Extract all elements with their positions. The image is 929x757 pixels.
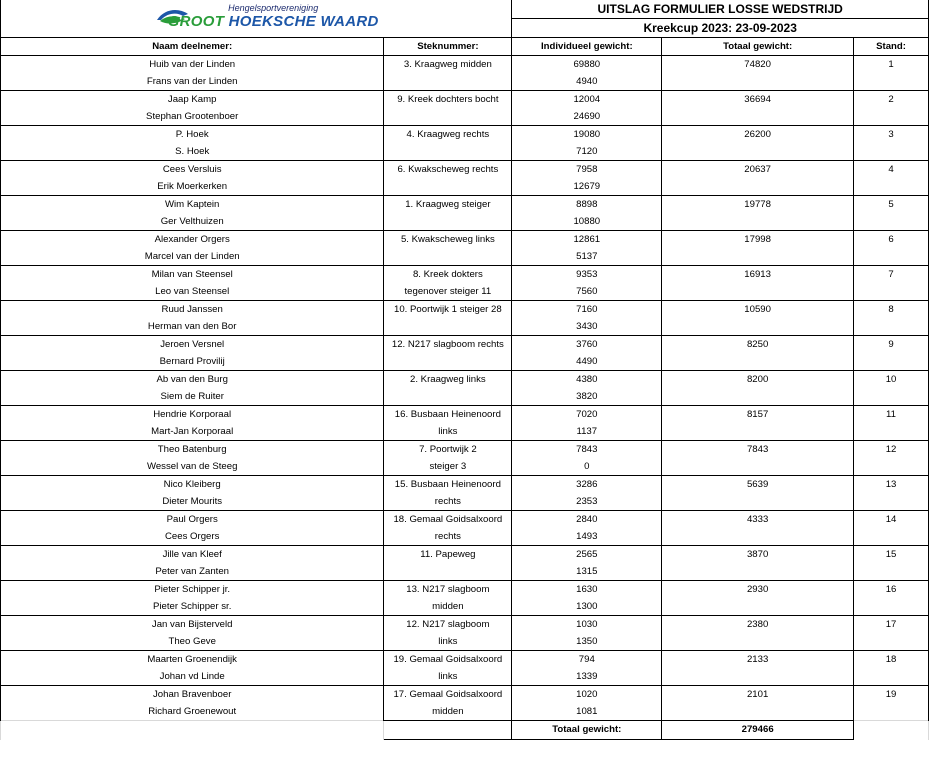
ranking	[854, 248, 929, 266]
ranking: 16	[854, 581, 929, 599]
individual-weight: 1081	[512, 703, 662, 721]
individual-weight: 12679	[512, 178, 662, 196]
ranking: 7	[854, 266, 929, 284]
individual-weight: 1339	[512, 668, 662, 686]
ranking: 17	[854, 616, 929, 634]
footer-empty-stek-cell	[384, 721, 512, 740]
table-row	[1, 73, 929, 91]
table-row	[1, 511, 929, 529]
total-weight	[662, 143, 854, 161]
stek-number: 7. Poortwijk 2	[384, 441, 512, 459]
participant-name: Huib van der Linden	[1, 56, 384, 74]
stek-number: 4. Kraagweg rechts	[384, 126, 512, 144]
table-row	[1, 196, 929, 214]
club-logo	[1, 0, 512, 38]
total-weight: 2133	[662, 651, 854, 669]
total-weight: 5639	[662, 476, 854, 494]
participant-name: Milan van Steensel	[1, 266, 384, 284]
individual-weight: 1030	[512, 616, 662, 634]
total-weight	[662, 458, 854, 476]
individual-weight: 794	[512, 651, 662, 669]
participant-name: Jille van Kleef	[1, 546, 384, 564]
stek-number	[384, 318, 512, 336]
ranking	[854, 668, 929, 686]
table-row	[1, 546, 929, 564]
total-weight	[662, 248, 854, 266]
stek-number: rechts	[384, 528, 512, 546]
ranking	[854, 108, 929, 126]
total-weight	[662, 318, 854, 336]
total-weight: 74820	[662, 56, 854, 74]
individual-weight: 3760	[512, 336, 662, 354]
participant-name: Ger Velthuizen	[1, 213, 384, 231]
stek-number	[384, 178, 512, 196]
ranking: 5	[854, 196, 929, 214]
participant-name: Ab van den Burg	[1, 371, 384, 389]
total-weight: 7843	[662, 441, 854, 459]
participant-name: Siem de Ruiter	[1, 388, 384, 406]
ranking	[854, 563, 929, 581]
ranking: 11	[854, 406, 929, 424]
participant-name: Ruud Janssen	[1, 301, 384, 319]
stek-number: links	[384, 668, 512, 686]
total-weight: 26200	[662, 126, 854, 144]
participant-name: Leo van Steensel	[1, 283, 384, 301]
column-header-individual: Individueel gewicht:	[512, 38, 662, 56]
participant-name: Paul Orgers	[1, 511, 384, 529]
column-header-total: Totaal gewicht:	[662, 38, 854, 56]
ranking: 4	[854, 161, 929, 179]
total-weight: 20637	[662, 161, 854, 179]
participant-name: Alexander Orgers	[1, 231, 384, 249]
stek-number: 13. N217 slagboom	[384, 581, 512, 599]
stek-number: 12. N217 slagboom rechts	[384, 336, 512, 354]
total-weight	[662, 108, 854, 126]
individual-weight: 10880	[512, 213, 662, 231]
table-row	[1, 231, 929, 249]
stek-number	[384, 248, 512, 266]
stek-number	[384, 108, 512, 126]
stek-number: 1. Kraagweg steiger	[384, 196, 512, 214]
total-weight-label: Totaal gewicht:	[512, 721, 662, 740]
total-weight	[662, 388, 854, 406]
total-weight	[662, 598, 854, 616]
total-weight	[662, 283, 854, 301]
logo-subtitle: Hengelsportvereniging	[228, 3, 319, 13]
ranking: 13	[854, 476, 929, 494]
stek-number: midden	[384, 703, 512, 721]
participant-name: Johan vd Linde	[1, 668, 384, 686]
table-row	[1, 388, 929, 406]
individual-weight: 12004	[512, 91, 662, 109]
ranking	[854, 703, 929, 721]
participant-name: Johan Bravenboer	[1, 686, 384, 704]
page-subtitle: Kreekcup 2023: 23-09-2023	[512, 19, 929, 38]
table-row	[1, 616, 929, 634]
total-weight: 2101	[662, 686, 854, 704]
total-weight: 8250	[662, 336, 854, 354]
total-weight	[662, 493, 854, 511]
participant-name: Jeroen Versnel	[1, 336, 384, 354]
total-weight: 2380	[662, 616, 854, 634]
table-row	[1, 108, 929, 126]
logo-name-part2: HOEKSCHE WAARD	[228, 13, 379, 30]
table-row	[1, 406, 929, 424]
table-row	[1, 91, 929, 109]
total-weight: 2930	[662, 581, 854, 599]
individual-weight: 8898	[512, 196, 662, 214]
total-weight: 10590	[662, 301, 854, 319]
stek-number: 9. Kreek dochters bocht	[384, 91, 512, 109]
table-row	[1, 266, 929, 284]
participant-name: Wim Kaptein	[1, 196, 384, 214]
stek-number: 15. Busbaan Heinenoord	[384, 476, 512, 494]
total-weight	[662, 703, 854, 721]
participant-name: Theo Geve	[1, 633, 384, 651]
participant-name: Stephan Grootenboer	[1, 108, 384, 126]
total-weight-value: 279466	[662, 721, 854, 740]
table-row	[1, 126, 929, 144]
participant-name: Jaap Kamp	[1, 91, 384, 109]
individual-weight: 2565	[512, 546, 662, 564]
stek-number: 6. Kwakscheweg rechts	[384, 161, 512, 179]
table-row	[1, 581, 929, 599]
table-row	[1, 56, 929, 74]
total-weight: 36694	[662, 91, 854, 109]
stek-number	[384, 73, 512, 91]
individual-weight: 1350	[512, 633, 662, 651]
ranking	[854, 458, 929, 476]
individual-weight: 7958	[512, 161, 662, 179]
individual-weight: 7120	[512, 143, 662, 161]
ranking: 6	[854, 231, 929, 249]
total-weight	[662, 563, 854, 581]
table-row	[1, 476, 929, 494]
ranking: 14	[854, 511, 929, 529]
individual-weight: 12861	[512, 231, 662, 249]
table-row	[1, 336, 929, 354]
stek-number: rechts	[384, 493, 512, 511]
total-weight	[662, 668, 854, 686]
logo-name	[1, 14, 511, 29]
participant-name: Peter van Zanten	[1, 563, 384, 581]
ranking	[854, 633, 929, 651]
table-row	[1, 248, 929, 266]
individual-weight: 69880	[512, 56, 662, 74]
individual-weight: 3430	[512, 318, 662, 336]
total-weight	[662, 528, 854, 546]
participant-name: Pieter Schipper jr.	[1, 581, 384, 599]
table-row	[1, 423, 929, 441]
total-weight	[662, 178, 854, 196]
column-header-name: Naam deelnemer:	[1, 38, 384, 56]
individual-weight: 1020	[512, 686, 662, 704]
total-weight	[662, 353, 854, 371]
table-row	[1, 318, 929, 336]
table-row	[1, 528, 929, 546]
stek-number	[384, 353, 512, 371]
stek-number: links	[384, 423, 512, 441]
total-weight: 8200	[662, 371, 854, 389]
ranking	[854, 528, 929, 546]
individual-weight: 19080	[512, 126, 662, 144]
individual-weight: 1315	[512, 563, 662, 581]
column-header-stek: Steknummer:	[384, 38, 512, 56]
ranking	[854, 388, 929, 406]
ranking: 3	[854, 126, 929, 144]
ranking	[854, 493, 929, 511]
table-row	[1, 178, 929, 196]
stek-number: 5. Kwakscheweg links	[384, 231, 512, 249]
total-weight: 8157	[662, 406, 854, 424]
participant-name: Pieter Schipper sr.	[1, 598, 384, 616]
table-row	[1, 441, 929, 459]
footer-empty-rank-cell	[854, 721, 929, 740]
individual-weight: 3286	[512, 476, 662, 494]
stek-number: 10. Poortwijk 1 steiger 28	[384, 301, 512, 319]
table-row	[1, 703, 929, 721]
ranking	[854, 353, 929, 371]
stek-number: midden	[384, 598, 512, 616]
stek-number: 16. Busbaan Heinenoord	[384, 406, 512, 424]
total-weight: 16913	[662, 266, 854, 284]
individual-weight: 1137	[512, 423, 662, 441]
column-header-rank: Stand:	[854, 38, 929, 56]
ranking: 8	[854, 301, 929, 319]
individual-weight: 4490	[512, 353, 662, 371]
ranking: 18	[854, 651, 929, 669]
table-row	[1, 493, 929, 511]
individual-weight: 7843	[512, 441, 662, 459]
individual-weight: 24690	[512, 108, 662, 126]
participant-name: Bernard Provilij	[1, 353, 384, 371]
individual-weight: 7020	[512, 406, 662, 424]
total-weight	[662, 423, 854, 441]
individual-weight: 2353	[512, 493, 662, 511]
stek-number: 19. Gemaal Goidsalxoord	[384, 651, 512, 669]
table-row	[1, 633, 929, 651]
ranking	[854, 213, 929, 231]
individual-weight: 1493	[512, 528, 662, 546]
individual-weight: 5137	[512, 248, 662, 266]
individual-weight: 0	[512, 458, 662, 476]
footer-empty-cell	[1, 721, 384, 740]
participant-name: Hendrie Korporaal	[1, 406, 384, 424]
table-row	[1, 301, 929, 319]
stek-number: steiger 3	[384, 458, 512, 476]
total-weight: 17998	[662, 231, 854, 249]
ranking: 12	[854, 441, 929, 459]
individual-weight: 9353	[512, 266, 662, 284]
individual-weight: 7560	[512, 283, 662, 301]
participant-name: Jan van Bijsterveld	[1, 616, 384, 634]
page-title: UITSLAG FORMULIER LOSSE WEDSTRIJD	[512, 0, 929, 19]
participant-name: Theo Batenburg	[1, 441, 384, 459]
table-row	[1, 143, 929, 161]
individual-weight: 1300	[512, 598, 662, 616]
participant-name: Cees Versluis	[1, 161, 384, 179]
ranking: 1	[854, 56, 929, 74]
stek-number: 11. Papeweg	[384, 546, 512, 564]
participant-name: Cees Orgers	[1, 528, 384, 546]
table-row	[1, 353, 929, 371]
ranking: 10	[854, 371, 929, 389]
participant-name: P. Hoek	[1, 126, 384, 144]
table-row	[1, 686, 929, 704]
participant-name: Mart-Jan Korporaal	[1, 423, 384, 441]
individual-weight: 1630	[512, 581, 662, 599]
total-weight: 4333	[662, 511, 854, 529]
participant-name: Erik Moerkerken	[1, 178, 384, 196]
stek-number: 12. N217 slagboom	[384, 616, 512, 634]
table-row	[1, 563, 929, 581]
stek-number: 18. Gemaal Goidsalxoord	[384, 511, 512, 529]
table-row	[1, 283, 929, 301]
stek-number: links	[384, 633, 512, 651]
stek-number	[384, 563, 512, 581]
ranking	[854, 318, 929, 336]
participant-name: Nico Kleiberg	[1, 476, 384, 494]
ranking: 9	[854, 336, 929, 354]
total-weight	[662, 633, 854, 651]
logo-name-part1: GROOT	[167, 13, 225, 30]
stek-number: 17. Gemaal Goidsalxoord	[384, 686, 512, 704]
participant-name: Frans van der Linden	[1, 73, 384, 91]
table-row	[1, 598, 929, 616]
participant-name: Wessel van de Steeg	[1, 458, 384, 476]
stek-number	[384, 213, 512, 231]
total-weight: 19778	[662, 196, 854, 214]
stek-number: 3. Kraagweg midden	[384, 56, 512, 74]
ranking	[854, 143, 929, 161]
individual-weight: 4940	[512, 73, 662, 91]
table-row	[1, 668, 929, 686]
stek-number: 2. Kraagweg links	[384, 371, 512, 389]
participant-name: Dieter Mourits	[1, 493, 384, 511]
ranking: 15	[854, 546, 929, 564]
participant-name: S. Hoek	[1, 143, 384, 161]
ranking	[854, 283, 929, 301]
total-weight	[662, 213, 854, 231]
participant-name: Herman van den Bor	[1, 318, 384, 336]
stek-number	[384, 388, 512, 406]
ranking	[854, 423, 929, 441]
total-weight: 3870	[662, 546, 854, 564]
participant-name: Richard Groenewout	[1, 703, 384, 721]
ranking	[854, 178, 929, 196]
ranking: 2	[854, 91, 929, 109]
table-row	[1, 458, 929, 476]
stek-number: tegenover steiger 11	[384, 283, 512, 301]
individual-weight: 2840	[512, 511, 662, 529]
table-row	[1, 371, 929, 389]
stek-number	[384, 143, 512, 161]
individual-weight: 4380	[512, 371, 662, 389]
table-row	[1, 213, 929, 231]
participant-name: Marcel van der Linden	[1, 248, 384, 266]
table-row	[1, 161, 929, 179]
table-row	[1, 651, 929, 669]
ranking: 19	[854, 686, 929, 704]
ranking	[854, 598, 929, 616]
stek-number: 8. Kreek dokters	[384, 266, 512, 284]
individual-weight: 7160	[512, 301, 662, 319]
individual-weight: 3820	[512, 388, 662, 406]
total-weight	[662, 73, 854, 91]
ranking	[854, 73, 929, 91]
participant-name: Maarten Groenendijk	[1, 651, 384, 669]
